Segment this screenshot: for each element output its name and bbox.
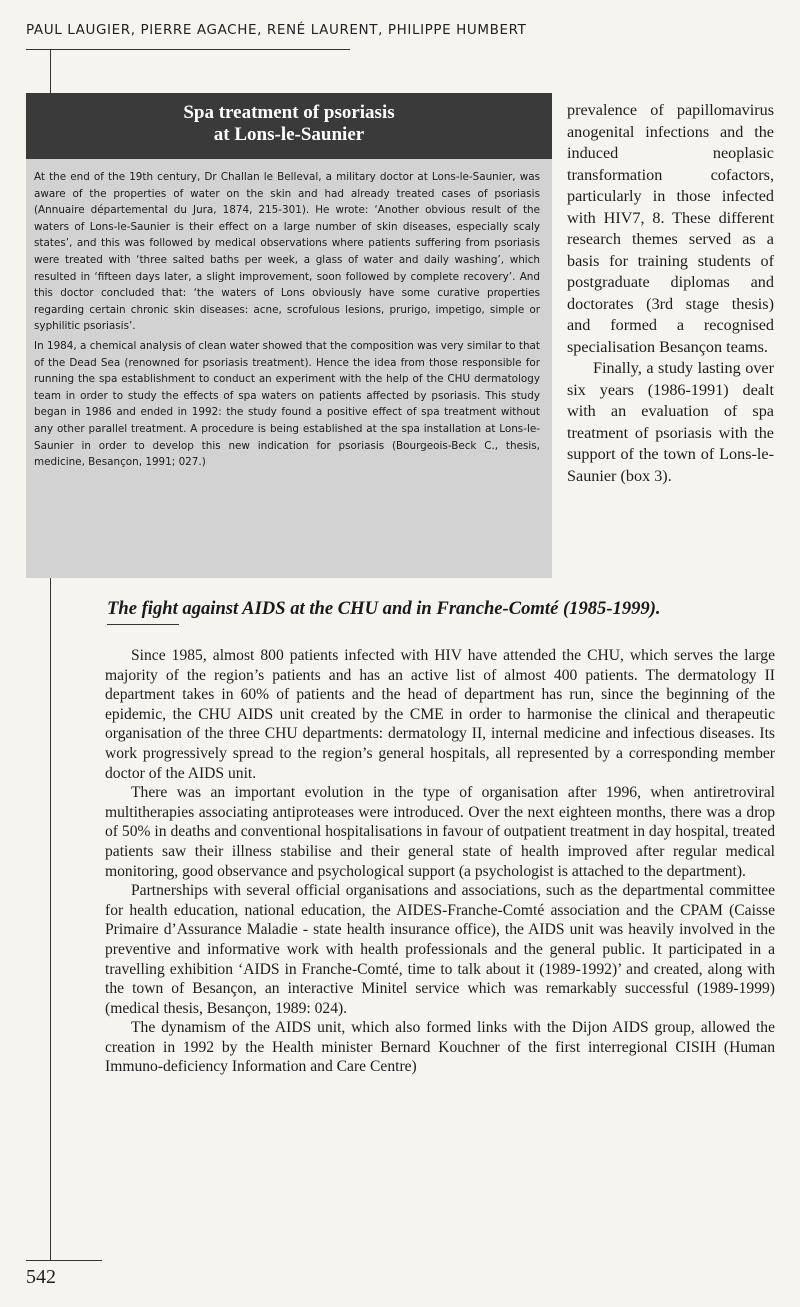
heading-rule (107, 624, 179, 625)
page-number: 542 (26, 1266, 56, 1288)
box-body (26, 159, 552, 471)
sidebar-box (26, 93, 552, 578)
box-title (26, 93, 552, 159)
box-paragraph: In 1984, a chemical analysis of clean water showed that the composition was very similar to that of the Dead Sea (renowned for psoriasis treatment). Hence the idea from those responsible for running the spa establishment to conduct an experiment with the help of the CHU dermatology team in order to study the effects of spa waters on patients affected by psoriasis. This study began in 1986 and ended in 1992: the study found a positive effect of spa treatment without any other parallel treatment. A procedure is being established at the spa installation at Lons-le-Saunier in order to develop this new indication for psoriasis (Bourgeois-Beck C., thesis, medicine, Besançon, 1991; 027.) (34, 339, 540, 469)
right-column-paragraph: Finally, a study lasting over six years (1986-1991) dealt with an evaluation of spa treatment of psoriasis with the support of the town of Lons-le-Saunier (box 3). (567, 359, 774, 485)
footer-rule (26, 1260, 102, 1261)
body-paragraph: Since 1985, almost 800 patients infected with HIV have attended the CHU, which serves the large majority of the region’s patients and has an active list of almost 400 patients. The dermatology II department takes in 60% of patients and the head of department has run, since the beginning of the epidemic, the CHU AIDS unit created by the CME in order to harmonise the clinical and therapeutic organisation of the three CHU departments: dermatology II, internal medicine and infectious diseases. Its work progressively spread to the region’s general hospitals, all represented by a corresponding member doctor of the AIDS unit. (105, 647, 775, 782)
body-paragraph: Partnerships with several official organisations and associations, such as the departmental committee for health education, national education, the AIDES-Franche-Comté association and the CPAM (Caisse Primaire d’Assurance Maladie - state health insurance office), the AIDS unit was heavily involved in the preventive and informative work with health professionals and the general public. It participated in a travelling exhibition ‘AIDS in Franche-Comté, time to talk about it (1989-1992)’ and created, along with the town of Besançon, an interactive Minitel service which was remarkably successful (1989-1999) (medical thesis, Besançon, 1989: 024). (105, 882, 775, 1017)
body-paragraph: There was an important evolution in the type of organisation after 1996, when antiretroviral multitherapies associating antiproteases were introduced. Over the next eighteen months, there was a drop of 50% in deaths and conventional hospitalisations in favour of outpatient treatment in day hospital, treated patients saw their illness stabilise and their general state of health improved after regular medical monitoring, good observance and psychological support (a psychologist is attached to the department). (105, 784, 775, 880)
box-title-line-2: at Lons-le-Saunier (213, 124, 365, 145)
main-body-text (105, 646, 775, 1077)
section-heading: The fight against AIDS at the CHU and in Franche-Comté (1985-1999). (107, 598, 661, 619)
running-header-authors: PAUL LAUGIER, PIERRE AGACHE, RENÉ LAURENT, PHILIPPE HUMBERT (26, 22, 527, 38)
box-title-line-1: Spa treatment of psoriasis (183, 102, 395, 123)
right-column (567, 100, 774, 487)
right-column-paragraph: prevalence of papillomavirus anogenital infections and the induced neoplasic transformation cofactors, particularly in those infected with HIV7, 8. These different research themes served as a basis for training students of postgraduate diplomas and doctorates (3rd stage thesis) and formed a recognised specialisation Besançon teams. (567, 101, 774, 356)
body-paragraph: The dynamism of the AIDS unit, which also formed links with the Dijon AIDS group, allowed the creation in 1992 by the Health minister Bernard Kouchner of the first interregional CISIH (Human Immuno-deficiency Information and Care Centre) (105, 1019, 775, 1076)
box-paragraph: At the end of the 19th century, Dr Challan le Belleval, a military doctor at Lons-le-Saunier, was aware of the properties of water on the skin and had already treated cases of psoriasis (Annuaire départemental du Jura, 1874, 215-301). He wrote: ‘Another obvious result of the waters of Lons-le-Saunier is their effect on a large number of skin diseases, especially scaly states’, and this was followed by medical observations where patients suffering from psoriasis were treated with ‘three salted baths per week, a glass of water and daily washing’, which resulted in ‘fifteen days later, a slight improvement, soon followed by complete recovery’. And this doctor concluded that: ‘the waters of Lons obviously have some curative properties regarding certain chronic skin diseases: acne, scrofulous lesions, prurigo, impetigo, simple or syphilitic psoriasis’. (34, 171, 540, 333)
header-rule (26, 49, 350, 50)
